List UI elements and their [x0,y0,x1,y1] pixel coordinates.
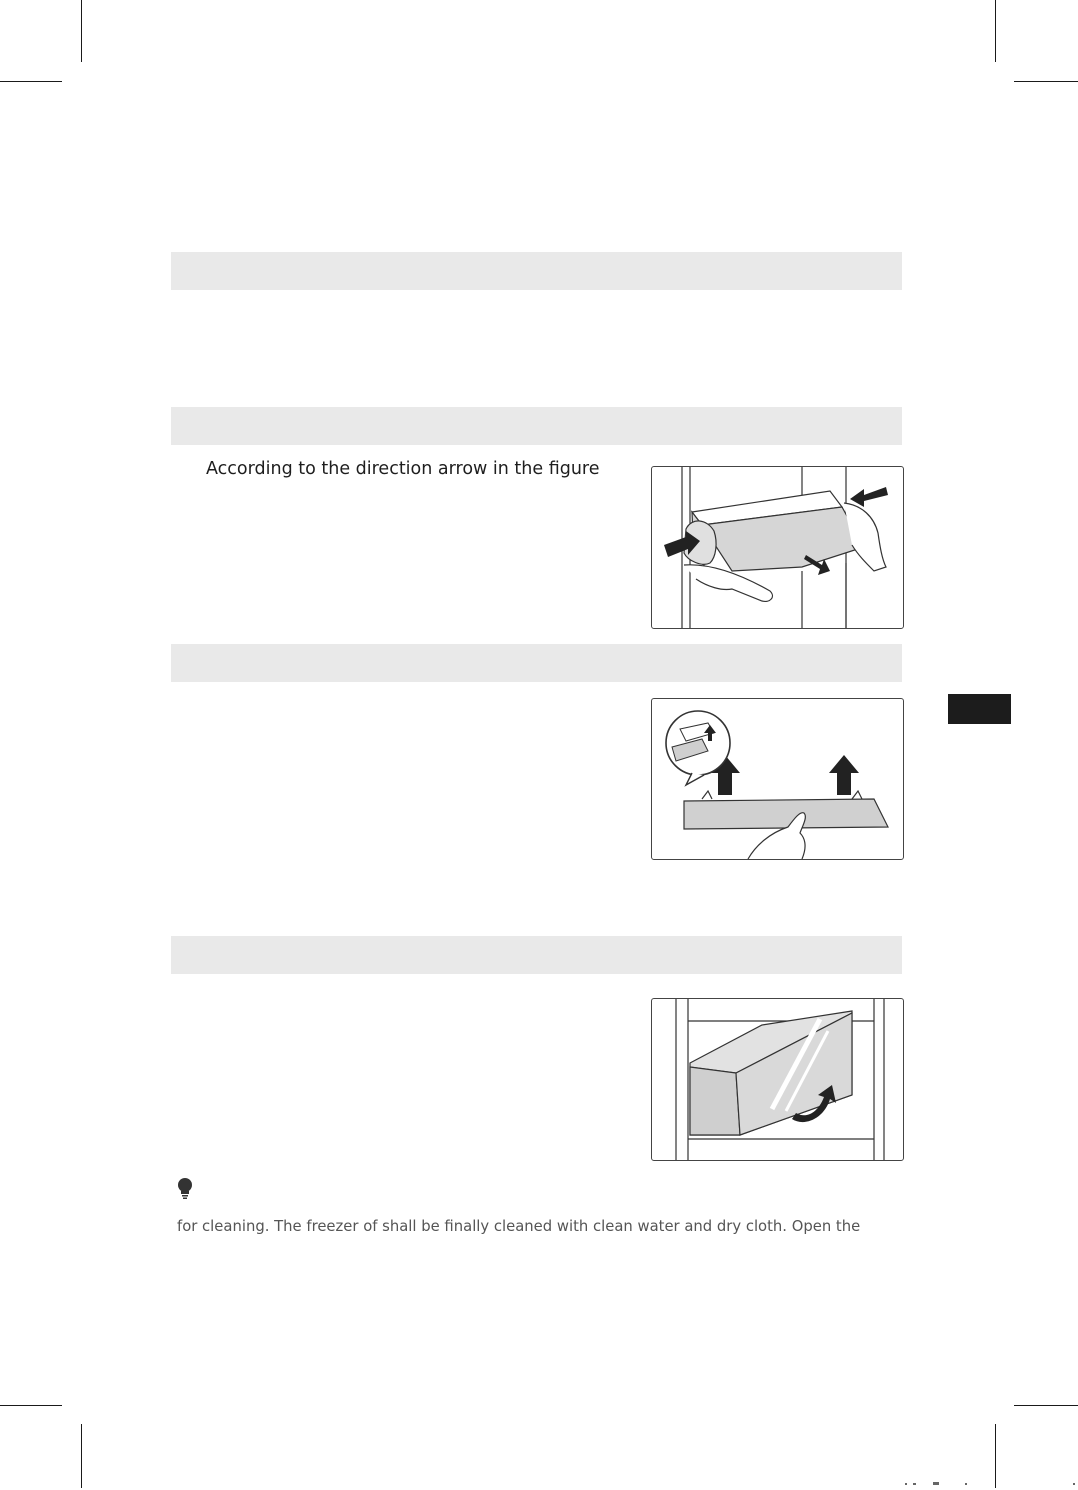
figure-door-shelf-removal [651,466,904,629]
crop-mark-top-left-horizontal [0,81,62,82]
crop-mark-bottom-left-vertical [81,1424,82,1488]
crop-mark-top-left-vertical [81,0,82,62]
lightbulb-icon [176,1177,194,1199]
crop-mark-top-right-horizontal [1014,81,1078,82]
section-header-band-1 [171,252,902,290]
section2-body-text: According to the direction arrow in the figure [206,459,600,479]
crop-mark-top-right-vertical [995,0,996,62]
figure-freezer-drawer-removal [651,998,904,1161]
freezer-drawer-illustration [652,999,903,1160]
crop-mark-bottom-right-horizontal [1014,1405,1078,1406]
section-header-band-4 [171,936,902,974]
figure-glass-shelf-removal [651,698,904,860]
door-shelf-illustration [652,467,903,628]
chapter-tab [948,694,1011,724]
print-marks [905,1480,1075,1490]
crop-mark-bottom-right-vertical [995,1424,996,1488]
note-text: for cleaning. The freezer of shall be finally cleaned with clean water and dry cloth. Open the [177,1218,861,1235]
glass-shelf-illustration [652,699,903,859]
section-header-band-2 [171,407,902,445]
crop-mark-bottom-left-horizontal [0,1405,62,1406]
section-header-band-3 [171,644,902,682]
